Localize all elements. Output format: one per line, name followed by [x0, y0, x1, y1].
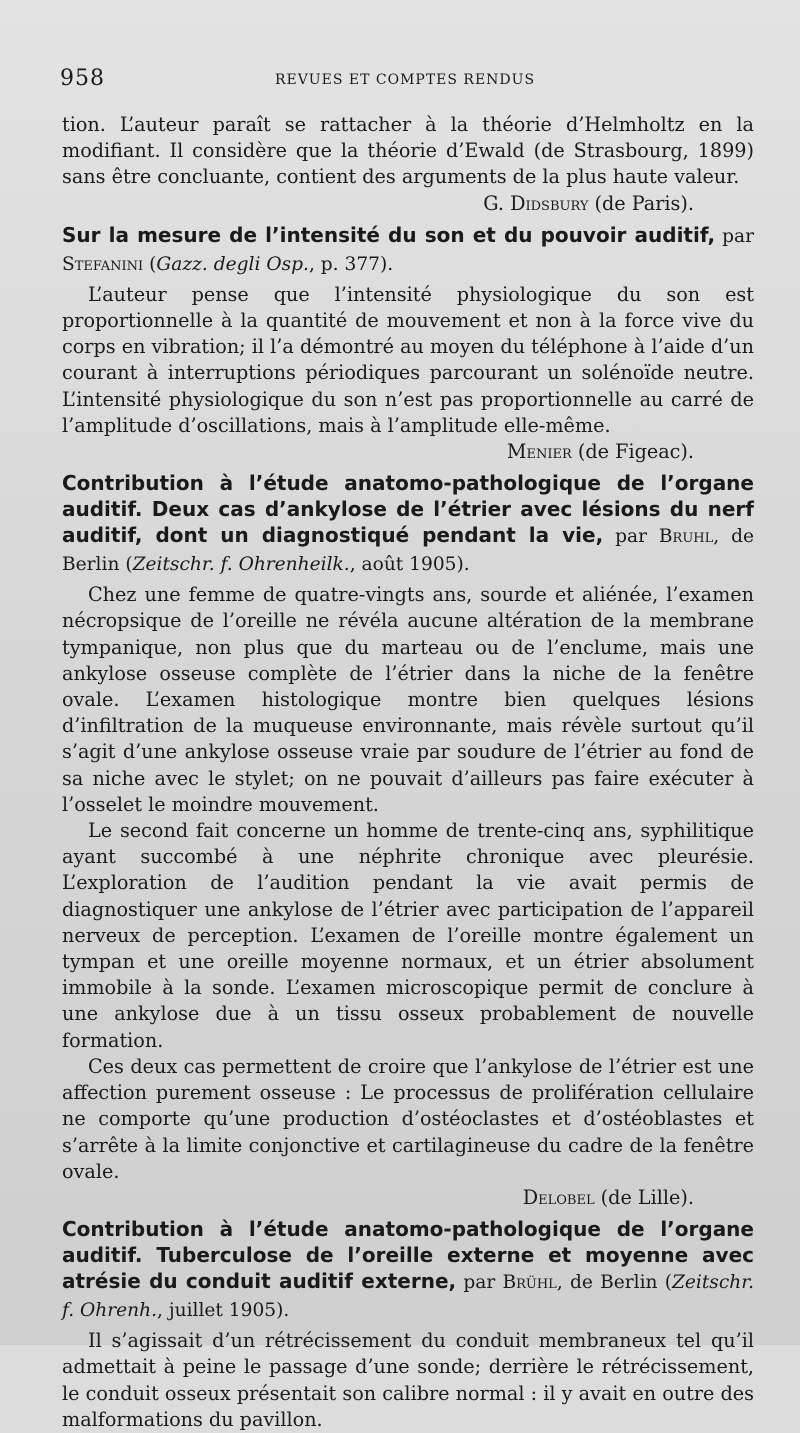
- signature-place: (de Paris).: [588, 191, 694, 215]
- signature-place: (de Figeac).: [571, 440, 694, 464]
- page-body: [62, 112, 754, 1433]
- article-source-close: , août 1905).: [349, 554, 470, 576]
- signature-place: (de Lille).: [594, 1185, 694, 1209]
- article-place: , de Berlin (: [556, 1272, 672, 1294]
- article-paragraph: Le second fait concerne un homme de trente-cinq ans, syphilitique ayant succombé à une néphrite chronique avec pleurésie. L’exploration de l’audition pendant la vie avait permis de diagnostiquer une ankylose de l’étrier avec participation de l’appareil nerveux de perception. L’examen de l’oreille montre également un tympan et une oreille moyenne normaux, et un étrier absolument immobile à la sonde. L’examen microscopique permit de conclure à une ankylose due à un tissu osseux probablement de nouvelle formation.: [62, 819, 754, 1052]
- article-by: par: [603, 526, 659, 548]
- article-paragraph: Il s’agissait d’un rétrécissement du conduit membraneux tel qu’il admettait à peine le passage d’une sonde; derrière le rétrécissement, le conduit osseux présentait son calibre normal : il y avait en outre des malformations du pavillon.: [62, 1329, 754, 1431]
- continuation-paragraph: tion. L’auteur paraît se rattacher à la théorie d’Helmholtz en la modifiant. Il considère que la théorie d’Ewald (de Strasbourg, 1899) sans être concluante, contient des arguments de la plus haute valeur.: [62, 113, 754, 189]
- signature-name: G. Didsbury: [483, 191, 589, 215]
- article-source-close: , juillet 1905).: [157, 1300, 290, 1322]
- signature-name: Menier: [506, 440, 572, 464]
- article-by: par: [456, 1272, 503, 1294]
- article-title-text: Contribution à l’étude anatomo-pathologique de l’organe auditif. Deux cas d’ankylose de l’étrier avec lésions du nerf auditif, dont un diagnostiqué pendant la vie,: [62, 471, 754, 548]
- signature: [62, 191, 754, 217]
- signature: [62, 1185, 754, 1211]
- article-by: par: [715, 225, 754, 247]
- article-source-open: (: [143, 253, 157, 275]
- article-author: Bruhl: [658, 526, 714, 548]
- article-title: [62, 470, 754, 578]
- article-title-text: Sur la mesure de l’intensité du son et du pouvoir auditif,: [62, 222, 716, 247]
- article-journal: Zeitschr. f. Ohrenh.: [62, 1272, 754, 1322]
- article-paragraph: L’auteur pense que l’intensité physiologique du son est proportionnelle à la quantité de mouvement et non à la force vive du corps en vibration; il l’a démontré au moyen du téléphone à l’aide d’un courant à interruptions périodiques parcourant un solénoïde neutre. L’intensité physiologique du son n’est pas proportionnelle au carré de l’amplitude d’oscillations, mais à l’amplitude elle-même.: [62, 282, 754, 437]
- article-title-text: Contribution à l’étude anatomo-pathologique de l’organe auditif. Tuberculose de l’oreille externe et moyenne avec atrésie du conduit auditif externe,: [62, 1217, 754, 1294]
- running-head: REVUES ET COMPTES RENDUS: [274, 72, 536, 88]
- article-journal: Zeitschr. f. Ohrenheilk.: [132, 554, 350, 576]
- article-paragraph: Chez une femme de quatre-vingts ans, sourde et aliénée, l’examen nécropsique de l’oreille ne révéla aucune altération de la membrane tympanique, non plus que du marteau ou de l’enclume, mais une ankylose osseuse complète de l’étrier dans la niche de la fenêtre ovale. L’examen histologique montre bien quelques lésions d’infiltration de la muqueuse environnante, mais révèle surtout qu’il s’agit d’une ankylose osseuse vraie par soudure de l’étrier au fond de sa niche avec le stylet; on ne pouvait d’ailleurs pas faire exécuter à l’osselet le moindre mouvement.: [62, 583, 754, 816]
- page-number: 958: [60, 66, 105, 91]
- signature: [62, 439, 754, 465]
- article-paragraph: Ces deux cas permettent de croire que l’ankylose de l’étrier est une affection purement osseuse : Le processus de prolifération cellulaire ne comporte qu’une production d’ostéoclastes et d’ostéoblastes et s’arrête à la limite conjonctive et cartilagineuse du cadre de la fenêtre ovale.: [62, 1054, 754, 1183]
- page-header: [60, 66, 750, 91]
- article-author: Stefanini: [62, 253, 144, 275]
- article-author: Brühl: [502, 1272, 557, 1294]
- signature-name: Delobel: [522, 1185, 595, 1209]
- article-title: [62, 1216, 754, 1324]
- article-journal: Gazz. degli Osp.: [156, 253, 309, 275]
- article-title: [62, 222, 754, 278]
- article-place: , de Berlin (: [62, 526, 754, 576]
- article-source-close: , p. 377).: [308, 253, 394, 275]
